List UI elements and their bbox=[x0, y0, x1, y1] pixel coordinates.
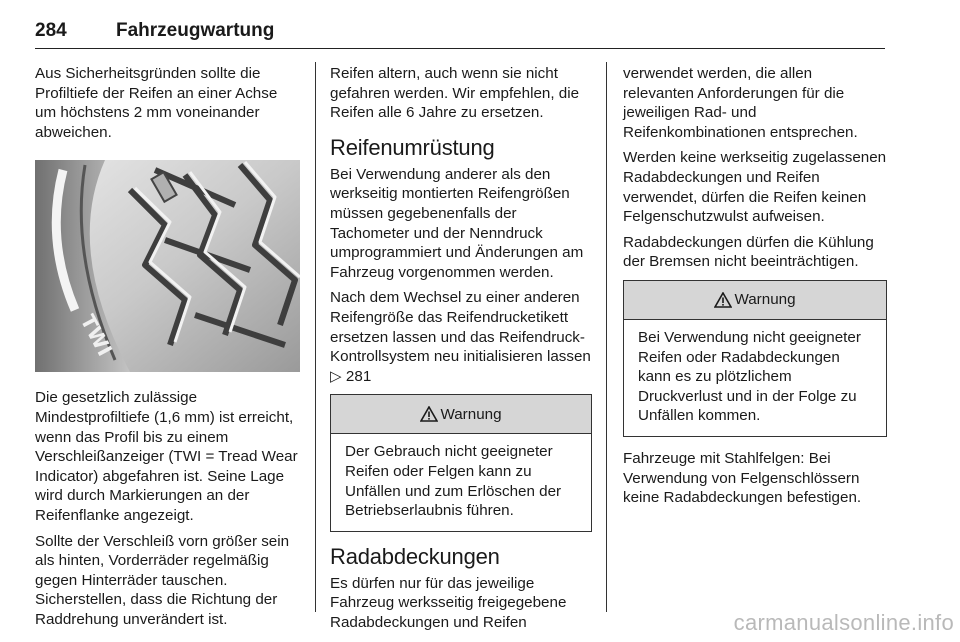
paragraph-tire-aging: Reifen altern, auch wenn sie nicht gefahren werden. Wir empfehlen, die Reifen alle 6 Jahre zu ersetzen. bbox=[330, 65, 580, 122]
watermark: carmanualsonline.info bbox=[733, 610, 954, 635]
paragraph-wheel-covers: Es dürfen nur für das jeweilige Fahrzeug werksseitig freigegebene Radabdeckungen und Reifen bbox=[330, 574, 567, 631]
paragraph-requirements: verwendet werden, die allen relevanten Anforderungen für die jeweiligen Rad- und Reifenkombinationen entsprechen. bbox=[623, 65, 858, 141]
column-3 bbox=[623, 64, 887, 514]
chapter-title: Fahrzeugwartung bbox=[116, 20, 275, 41]
warning-text: Bei Verwendung nicht geeigneter Reifen oder Radabdeckungen kann es zu plötzlichem Druckverlust und in der Folge zu Unfällen kommen. bbox=[638, 328, 861, 425]
paragraph-rotation: Sollte der Verschleiß vorn größer sein als hinten, Vorderräder regelmäßig gegen Hinterräder tauschen. Sicherstellen, dass die Richtung der Raddrehung unverändert ist. bbox=[35, 532, 290, 628]
column-divider-1 bbox=[315, 62, 316, 612]
twi-label: TWI bbox=[75, 310, 118, 361]
warning-box-1 bbox=[330, 394, 592, 531]
warning-title: Warnung bbox=[734, 291, 796, 309]
warning-text: Der Gebrauch nicht geeigneter Reifen oder Felgen kann zu Unfällen und zum Erlöschen der Betriebserlaubnis führen. bbox=[345, 443, 562, 520]
column-1 bbox=[35, 64, 300, 636]
warning-triangle-icon bbox=[420, 406, 438, 422]
paragraph-brake-cooling: Radabdeckungen dürfen die Kühlung der Bremsen nicht beeinträchtigen. bbox=[623, 233, 874, 271]
warning-box-2 bbox=[623, 280, 887, 437]
column-2 bbox=[330, 64, 592, 638]
heading-reifenumruestung: Reifenumrüstung bbox=[330, 134, 495, 160]
page-reference: 281 bbox=[345, 367, 372, 385]
paragraph-min-depth: Die gesetzlich zulässige Mindestprofiltiefe (1,6 mm) ist erreicht, wenn das Profil bis zu einem Verschleißanzeiger (TWI = Tread Wear Indicator) abgefahren ist. Seine Lage wird durch Markierungen an der Reifenflanke angezeigt. bbox=[35, 389, 298, 524]
paragraph-label-change: Nach dem Wechsel zu einer anderen Reifengröße das Reifendrucketikett ersetzen lassen und das Reifendruck-Kontrollsystem neu initialisieren lassen ▷ 281 bbox=[330, 289, 591, 385]
paragraph-tire-sizes: Bei Verwendung anderer als den werkseitig montierten Reifengrößen müssen gegebenenfalls der Tachometer und der Nenndruck umprogrammiert und Änderungen am Fahrzeug vorgenommen werden. bbox=[330, 165, 584, 281]
warning-triangle-icon bbox=[714, 292, 732, 308]
paragraph-steel-rims: Fahrzeuge mit Stahlfelgen: Bei Verwendung von Felgenschlössern keine Radabdeckungen befestigen. bbox=[623, 449, 862, 507]
column-divider-2 bbox=[606, 62, 607, 612]
paragraph-profile-depth: Aus Sicherheitsgründen sollte die Profiltiefe der Reifen an einer Achse um höchstens 2 mm voneinander abweichen. bbox=[35, 65, 278, 141]
cross-reference-icon: ▷ bbox=[330, 367, 342, 385]
warning-header bbox=[331, 395, 591, 434]
page-number: 284 bbox=[35, 20, 67, 41]
warning-title: Warnung bbox=[440, 405, 502, 423]
warning-header bbox=[624, 281, 886, 320]
page-header bbox=[35, 14, 885, 49]
tire-tread-image bbox=[35, 160, 300, 372]
heading-radabdeckungen: Radabdeckungen bbox=[330, 543, 500, 569]
paragraph-non-approved: Werden keine werkseitig zugelassenen Radabdeckungen und Reifen verwendet, dürfen die Reifen keinen Felgenschutzwulst aufweisen. bbox=[623, 149, 887, 226]
